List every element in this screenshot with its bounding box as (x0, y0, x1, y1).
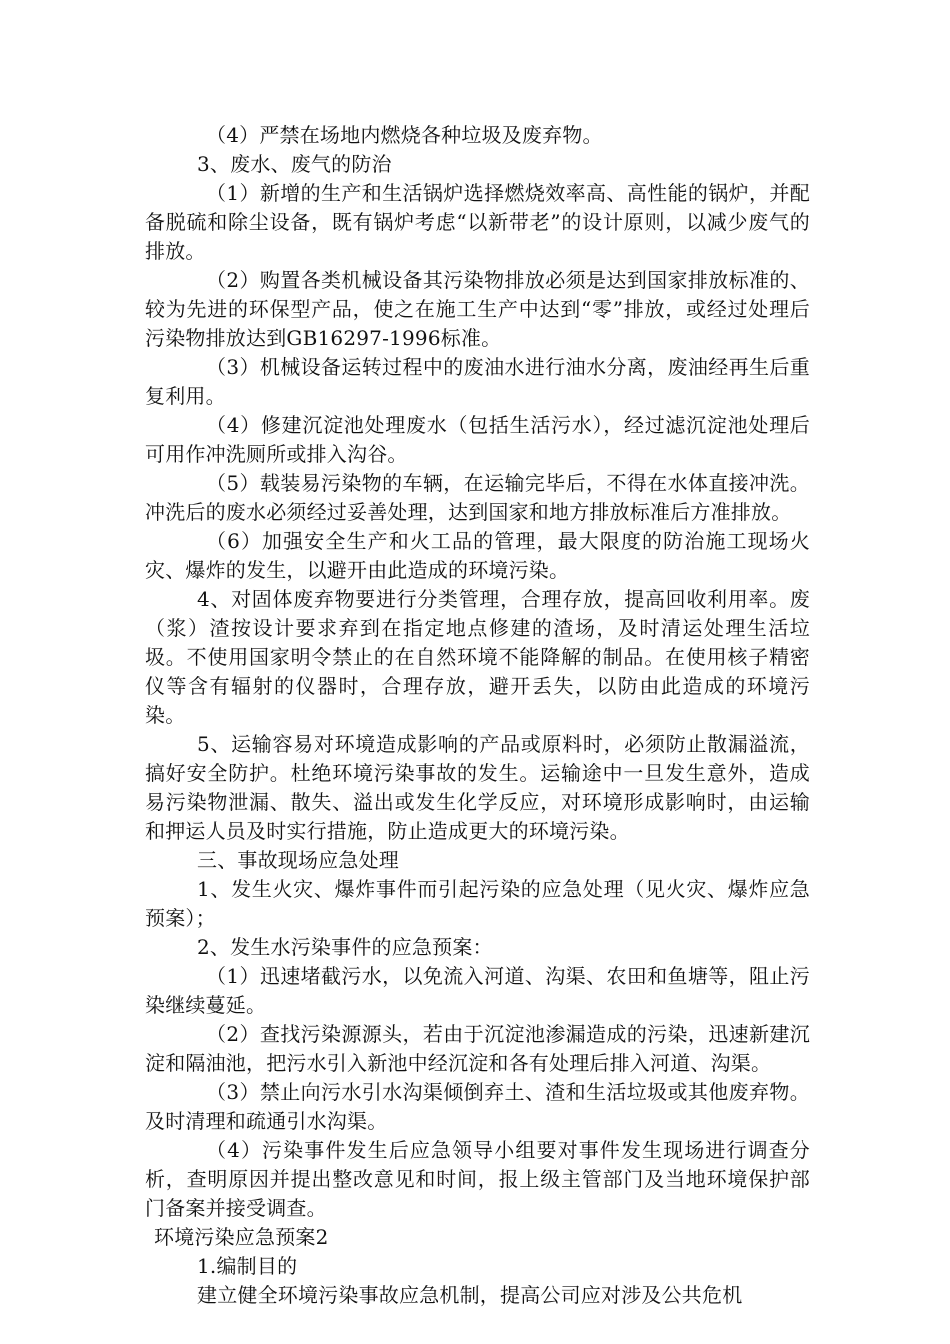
paragraph: （4）修建沉淀池处理废水（包括生活污水），经过滤沉淀池处理后可用作冲洗厕所或排入沟谷。 (145, 413, 810, 466)
paragraph: （2）购置各类机械设备其污染物排放必须是达到国家排放标准的、较为先进的环保型产品，使之在施工生产中达到“零”排放，或经过处理后污染物排放达到GB16297-1996标准。 (145, 268, 810, 350)
section-heading: 3、废水、废气的防治 (197, 152, 392, 176)
paragraph: （1）迅速堵截污水，以免流入河道、沟渠、农田和鱼塘等，阻止污染继续蔓延。 (145, 964, 810, 1017)
paragraph: 1、发生火灾、爆炸事件而引起污染的应急处理（见火灾、爆炸应急预案）； (145, 877, 810, 930)
section-heading: 三、事故现场应急处理 (197, 848, 399, 872)
paragraph: 建立健全环境污染事故应急机制，提高公司应对涉及公共危机 (197, 1283, 743, 1307)
paragraph: （2）查找污染源源头，若由于沉淀池渗漏造成的污染，迅速新建沉淀和隔油池，把污水引入新池中经沉淀和各有处理后排入河道、沟渠。 (145, 1022, 810, 1075)
paragraph: 4、对固体废弃物要进行分类管理，合理存放，提高回收利用率。废（浆）渣按设计要求弃到在指定地点修建的渣场，及时清运处理生活垃圾。不使用国家明令禁止的在自然环境不能降解的制品。在使用核子精密仪等含有辐射的仪器时，合理存放，避开丢失，以防由此造成的环境污染。 (145, 587, 810, 727)
paragraph: 2、发生水污染事件的应急预案： (197, 935, 493, 959)
paragraph: （6）加强安全生产和火工品的管理，最大限度的防治施工现场火灾、爆炸的发生，以避开由此造成的环境污染。 (145, 529, 810, 582)
paragraph: （5）载装易污染物的车辆，在运输完毕后，不得在水体直接冲洗。冲洗后的废水必须经过妥善处理，达到国家和地方排放标准后方准排放。 (145, 471, 810, 524)
paragraph: （4）污染事件发生后应急领导小组要对事件发生现场进行调查分析，查明原因并提出整改意见和时间，报上级主管部门及当地环境保护部门备案并接受调查。 (145, 1138, 810, 1220)
paragraph: （3）机械设备运转过程中的废油水进行油水分离，废油经再生后重复利用。 (145, 355, 810, 408)
paragraph: （1）新增的生产和生活锅炉选择燃烧效率高、高性能的锅炉，并配备脱硫和除尘设备，既有锅炉考虑“以新带老”的设计原则，以减少废气的排放。 (145, 181, 810, 263)
paragraph: （4）严禁在场地内燃烧各种垃圾及废弃物。 (206, 123, 603, 147)
section-heading: 环境污染应急预案2 (154, 1225, 329, 1249)
paragraph: 5、运输容易对环境造成影响的产品或原料时，必须防止散漏溢流，搞好安全防护。杜绝环境污染事故的发生。运输途中一旦发生意外，造成易污染物泄漏、散失、溢出或发生化学反应，对环境形成影响时，由运输和押运人员及时实行措施，防止造成更大的环境污染。 (145, 732, 810, 843)
section-heading: 1.编制目的 (197, 1254, 298, 1278)
paragraph: （3）禁止向污水引水沟渠倾倒弃土、渣和生活垃圾或其他废弃物。及时清理和疏通引水沟渠。 (145, 1080, 810, 1133)
